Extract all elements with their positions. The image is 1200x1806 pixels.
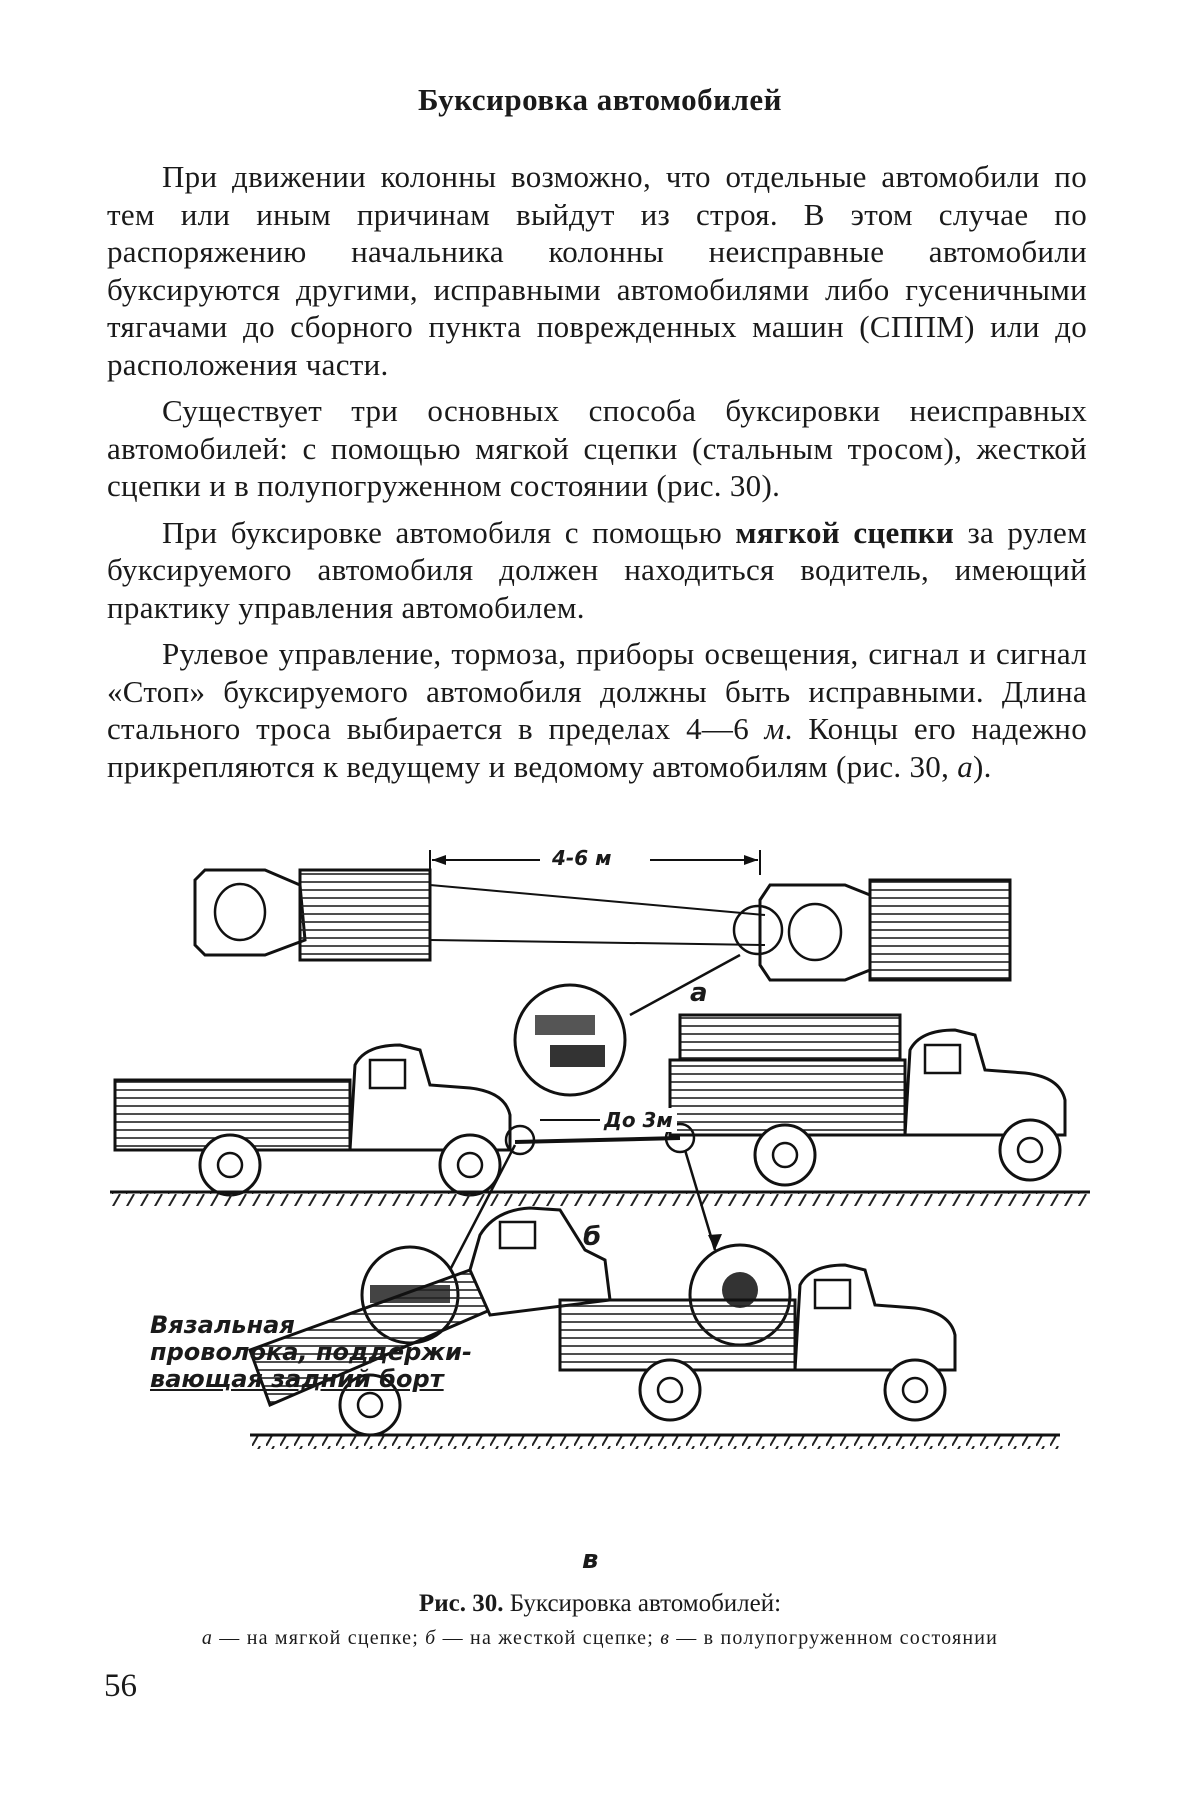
- dimension-up-to-3m: До 3м: [600, 1108, 677, 1132]
- figure-subcaption: [0, 1627, 1200, 1650]
- caption-text: Буксировка автомобилей:: [503, 1590, 782, 1617]
- side-view-truck-left: [115, 1045, 510, 1195]
- paragraph-3-start: При буксировке автомобиля с помощью: [162, 514, 736, 550]
- figure-letter-ref: а: [957, 748, 974, 784]
- top-view-truck-left: [195, 870, 430, 960]
- label-b: б: [583, 1222, 602, 1252]
- paragraph-4-start: Рулевое управление, тормоза, приборы освещения, сигнал и сигнал «Стоп» буксируемого автомобиля должны быть исправными. Длина стального троса выбирается в пределах 4—6: [107, 636, 1087, 746]
- note-line-2: проволока, поддержи-: [150, 1338, 472, 1366]
- sub-letter-c: в: [660, 1627, 671, 1649]
- sub-letter-b: б: [425, 1627, 437, 1649]
- unit-meters: м: [764, 711, 785, 746]
- dimension-4-6m: 4-6 м: [548, 846, 615, 870]
- page-number: 56: [104, 1668, 137, 1704]
- figure-caption: [0, 1590, 1200, 1618]
- label-a: а: [690, 978, 708, 1008]
- sub-text-b: — на жесткой сцепке;: [436, 1627, 661, 1649]
- towing-illustration: [0, 830, 1200, 1590]
- caption-prefix: Рис. 30.: [418, 1590, 504, 1617]
- paragraph-1: При движении колонны возможно, что отдельные автомобили по тем или иным причинам выйдут из строя. В этом случае по распоряжению начальника колонны неисправные автомобили буксируются другими, исправными автомобилями либо гусеничными тягачами до сборного пункта поврежденных машин (СППМ) или до расположения части.: [107, 159, 1087, 382]
- paragraph-3: [107, 514, 1087, 627]
- top-view-truck-right: [734, 880, 1010, 980]
- soft-coupling-term: мягкой сцепки: [735, 514, 955, 550]
- note-line-3: вающая задний борт: [150, 1365, 444, 1393]
- paragraph-2: Существует три основных способа буксировки неисправных автомобилей: с помощью мягкой сцепки (стальным тросом), жесткой сцепки и в полупогруженном состоянии (рис. 30).: [107, 393, 1087, 503]
- sub-text-a: — на мягкой сцепке;: [213, 1627, 426, 1649]
- ground-b: [110, 1192, 1090, 1206]
- paragraph-4: [107, 635, 1087, 785]
- paragraph-4-end: ).: [973, 748, 992, 784]
- sub-text-c: — в полупогруженном состоянии: [670, 1627, 999, 1649]
- figure-30: [0, 830, 1200, 1590]
- paragraph-4-middle: . Концы его надежно прикрепляются к ведущему и ведомому автомобилям (рис. 30,: [107, 711, 1087, 784]
- section-title: Буксировка автомобилей: [417, 82, 783, 117]
- sub-letter-a: а: [201, 1627, 214, 1649]
- paragraph-3-end: за рулем буксируемого автомобиля должен находиться водитель, имеющий практику управления автомобилем.: [107, 514, 1087, 625]
- body-text: [107, 158, 1087, 794]
- side-view-truck-right: [670, 1015, 1065, 1185]
- ground-c: [250, 1435, 1060, 1449]
- wire-support-note: [150, 1312, 472, 1393]
- label-c: в: [582, 1545, 599, 1575]
- note-line-1: Вязальная: [150, 1311, 295, 1339]
